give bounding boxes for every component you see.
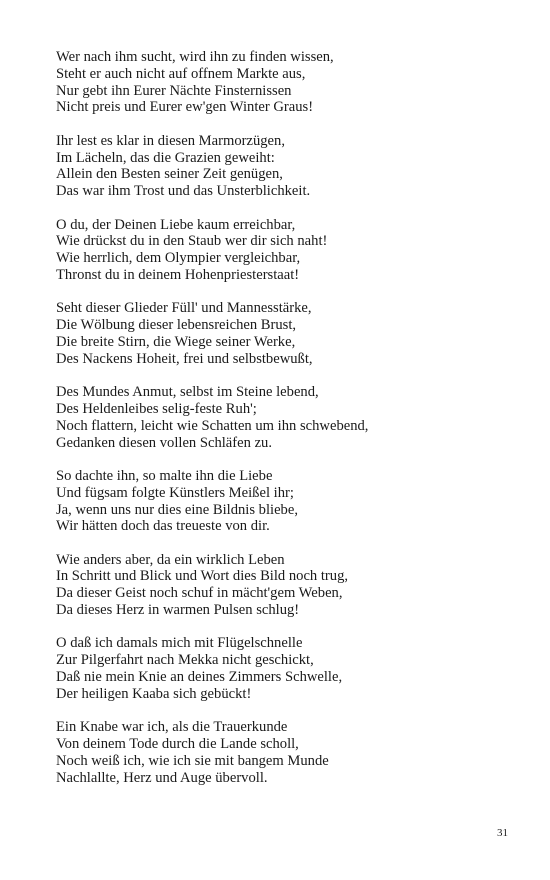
stanza-9 [56, 719, 516, 786]
poem-line: Im Lächeln, das die Grazien geweiht: [56, 149, 275, 166]
poem-line: Wer nach ihm sucht, wird ihn zu finden wissen, [56, 49, 334, 65]
stanza-6 [56, 468, 516, 535]
poem [56, 49, 516, 803]
poem-line: Nicht preis und Eurer ew'gen Winter Graus! [56, 99, 314, 116]
poem-line: So dachte ihn, so malte ihn die Liebe [56, 467, 273, 484]
poem-line: O daß ich damals mich mit Flügelschnelle [56, 635, 303, 652]
poem-line: Nachlallte, Herz und Auge übervoll. [56, 769, 268, 786]
poem-line: Daß nie mein Knie an deines Zimmers Schwelle, [56, 669, 343, 686]
stanza-2 [56, 133, 516, 200]
poem-line: Noch flattern, leicht wie Schatten um ihn schwebend, [56, 417, 369, 434]
poem-line: Von deinem Tode durch die Lande scholl, [56, 736, 299, 753]
poem-line: Des Heldenleibes selig-feste Ruh'; [56, 400, 257, 417]
poem-line: Noch weiß ich, wie ich sie mit bangem Munde [56, 752, 329, 769]
stanza-1 [56, 49, 516, 116]
poem-line: Ja, wenn uns nur dies eine Bildnis bliebe, [56, 501, 298, 518]
poem-line: Da dieses Herz in warmen Pulsen schlug! [56, 602, 300, 619]
poem-line: Wie drückst du in den Staub wer dir sich naht! [56, 233, 328, 250]
stanza-5 [56, 384, 516, 451]
poem-line: Seht dieser Glieder Füll' und Mannesstärke, [56, 300, 312, 317]
poem-line: Das war ihm Trost und das Unsterblichkeit. [56, 183, 311, 200]
poem-line: Da dieser Geist noch schuf in mächt'gem Weben, [56, 585, 343, 602]
poem-line: Nur gebt ihn Eurer Nächte Finsternissen [56, 82, 292, 99]
poem-line: Ihr lest es klar in diesen Marmorzügen, [56, 132, 285, 149]
poem-line: Zur Pilgerfahrt nach Mekka nicht geschickt, [56, 652, 314, 669]
poem-line: Wie herrlich, dem Olympier vergleichbar, [56, 250, 301, 267]
poem-line: Und fügsam folgte Künstlers Meißel ihr; [56, 484, 294, 501]
poem-line: Wir hätten doch das treueste von dir. [56, 518, 270, 535]
poem-line: Des Mundes Anmut, selbst im Steine lebend, [56, 384, 319, 401]
poem-line: O du, der Deinen Liebe kaum erreichbar, [56, 216, 296, 233]
poem-line: In Schritt und Blick und Wort dies Bild noch trug, [56, 568, 349, 585]
poem-line: Des Nackens Hoheit, frei und selbstbewußt, [56, 350, 313, 367]
poem-line: Wie anders aber, da ein wirklich Leben [56, 551, 285, 568]
poem-line: Allein den Besten seiner Zeit genügen, [56, 166, 283, 183]
poem-line: Ein Knabe war ich, als die Trauerkunde [56, 719, 288, 736]
poem-line: Die Wölbung dieser lebensreichen Brust, [56, 317, 297, 334]
stanza-7 [56, 552, 516, 619]
poem-line: Steht er auch nicht auf offnem Markte aus, [56, 65, 306, 82]
stanza-3 [56, 217, 516, 284]
stanza-8 [56, 635, 516, 702]
stanza-4 [56, 300, 516, 367]
poem-line: Die breite Stirn, die Wiege seiner Werke, [56, 333, 296, 350]
poem-line: Thronst du in deinem Hohenpriesterstaat! [56, 266, 300, 283]
poem-line: Der heiligen Kaaba sich gebückt! [56, 685, 252, 702]
poem-line: Gedanken diesen vollen Schläfen zu. [56, 434, 272, 451]
page-number: 31 [497, 827, 508, 839]
